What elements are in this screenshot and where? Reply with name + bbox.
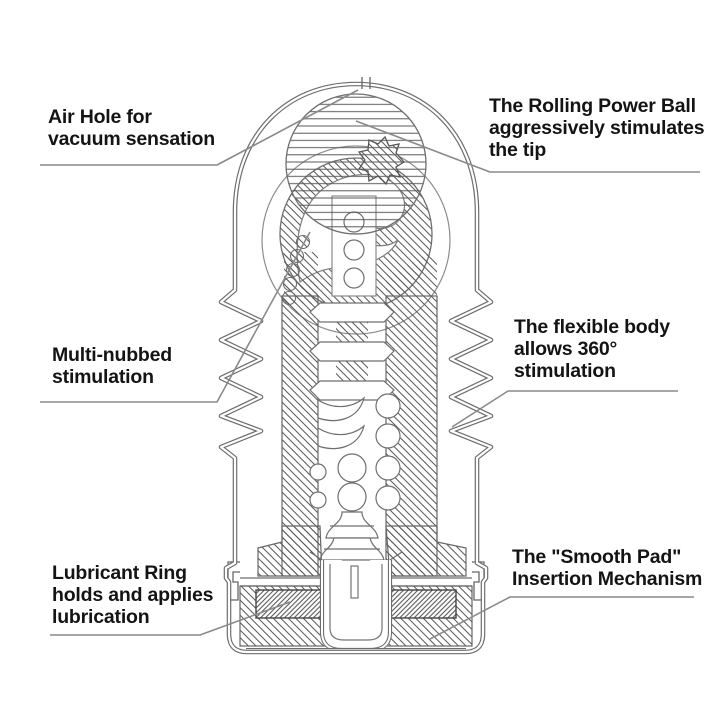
label-line: aggressively stimulates xyxy=(489,117,705,139)
label-line: vacuum sensation xyxy=(48,128,215,150)
label-multi-nub xyxy=(52,344,172,388)
label-line: The Rolling Power Ball xyxy=(489,95,696,117)
label-line: The "Smooth Pad" xyxy=(512,546,682,568)
label-line: The flexible body xyxy=(514,316,670,338)
label-line: Lubricant Ring xyxy=(52,562,187,584)
insertion-funnel xyxy=(310,552,402,650)
rolling-ball-hatch xyxy=(286,94,426,234)
label-line: lubrication xyxy=(52,606,150,628)
leader-flexible-body xyxy=(452,391,678,427)
bottom-flange-left xyxy=(258,526,322,576)
label-line: Multi-nubbed xyxy=(52,344,172,366)
label-line: Insertion Mechanism xyxy=(512,568,703,590)
label-line: holds and applies xyxy=(52,584,214,606)
label-smooth-pad xyxy=(512,546,702,590)
label-line: Air Hole for xyxy=(48,106,152,128)
lubricant-ring-left xyxy=(256,590,322,618)
bottom-flange-right xyxy=(386,526,466,576)
label-line: the tip xyxy=(489,139,547,161)
label-line: allows 360° xyxy=(514,338,618,360)
label-lubricant-ring xyxy=(52,562,213,628)
lubricant-ring-right xyxy=(390,590,456,618)
label-rolling-ball xyxy=(489,95,704,161)
label-flexible-body xyxy=(514,316,670,382)
label-air-hole xyxy=(48,106,215,150)
label-line: stimulation xyxy=(514,360,616,382)
smooth-pad-slit xyxy=(351,566,358,598)
label-line: stimulation xyxy=(52,366,154,388)
